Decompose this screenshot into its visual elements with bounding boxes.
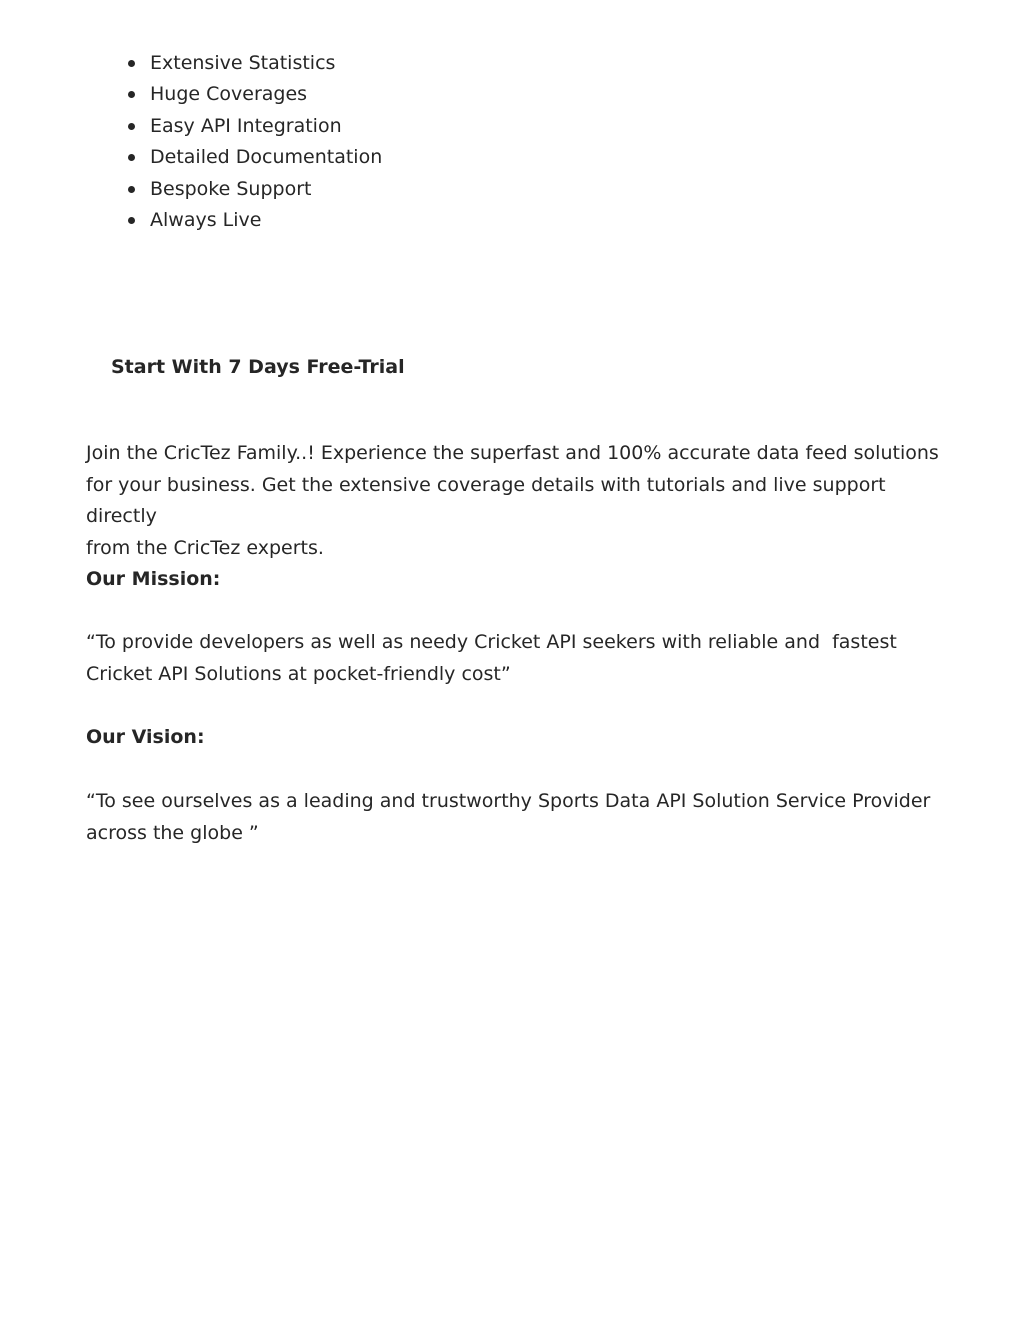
list-item (120, 111, 382, 142)
feature-label: Easy API Integration (150, 114, 342, 137)
bullet-icon (128, 217, 135, 224)
bullet-icon (128, 154, 135, 161)
intro-line: for your business. Get the extensive coverage details with tutorials and live support directly (86, 473, 886, 528)
feature-label: Always Live (150, 208, 262, 231)
free-trial-heading: Start With 7 Days Free-Trial (111, 356, 405, 378)
bullet-icon (128, 123, 135, 130)
mission-paragraph (86, 627, 956, 690)
mission-heading: Our Mission: (86, 568, 221, 590)
mission-line: Cricket API Solutions at pocket-friendly cost” (86, 662, 511, 685)
vision-line: across the globe ” (86, 821, 259, 844)
intro-line: Join the CricTez Family..! Experience the superfast and 100% accurate data feed solutions (86, 442, 939, 464)
bullet-icon (128, 91, 135, 98)
feature-label: Huge Coverages (150, 83, 308, 106)
bullet-icon (128, 186, 135, 193)
list-item (120, 142, 382, 173)
intro-line: from the CricTez experts. (86, 536, 324, 559)
list-item (120, 174, 382, 205)
bullet-icon (128, 60, 135, 67)
feature-label: Bespoke Support (150, 177, 312, 200)
list-item (120, 48, 382, 79)
list-item (120, 205, 382, 236)
feature-label: Extensive Statistics (150, 52, 336, 74)
features-list (120, 48, 382, 236)
vision-line: “To see ourselves as a leading and trustworthy Sports Data API Solution Service Provider (86, 790, 931, 812)
intro-paragraph (86, 438, 956, 564)
vision-heading: Our Vision: (86, 726, 205, 748)
mission-line: “To provide developers as well as needy Cricket API seekers with reliable and fastest (86, 631, 897, 653)
vision-paragraph (86, 786, 956, 849)
feature-label: Detailed Documentation (150, 146, 383, 169)
list-item (120, 79, 382, 110)
